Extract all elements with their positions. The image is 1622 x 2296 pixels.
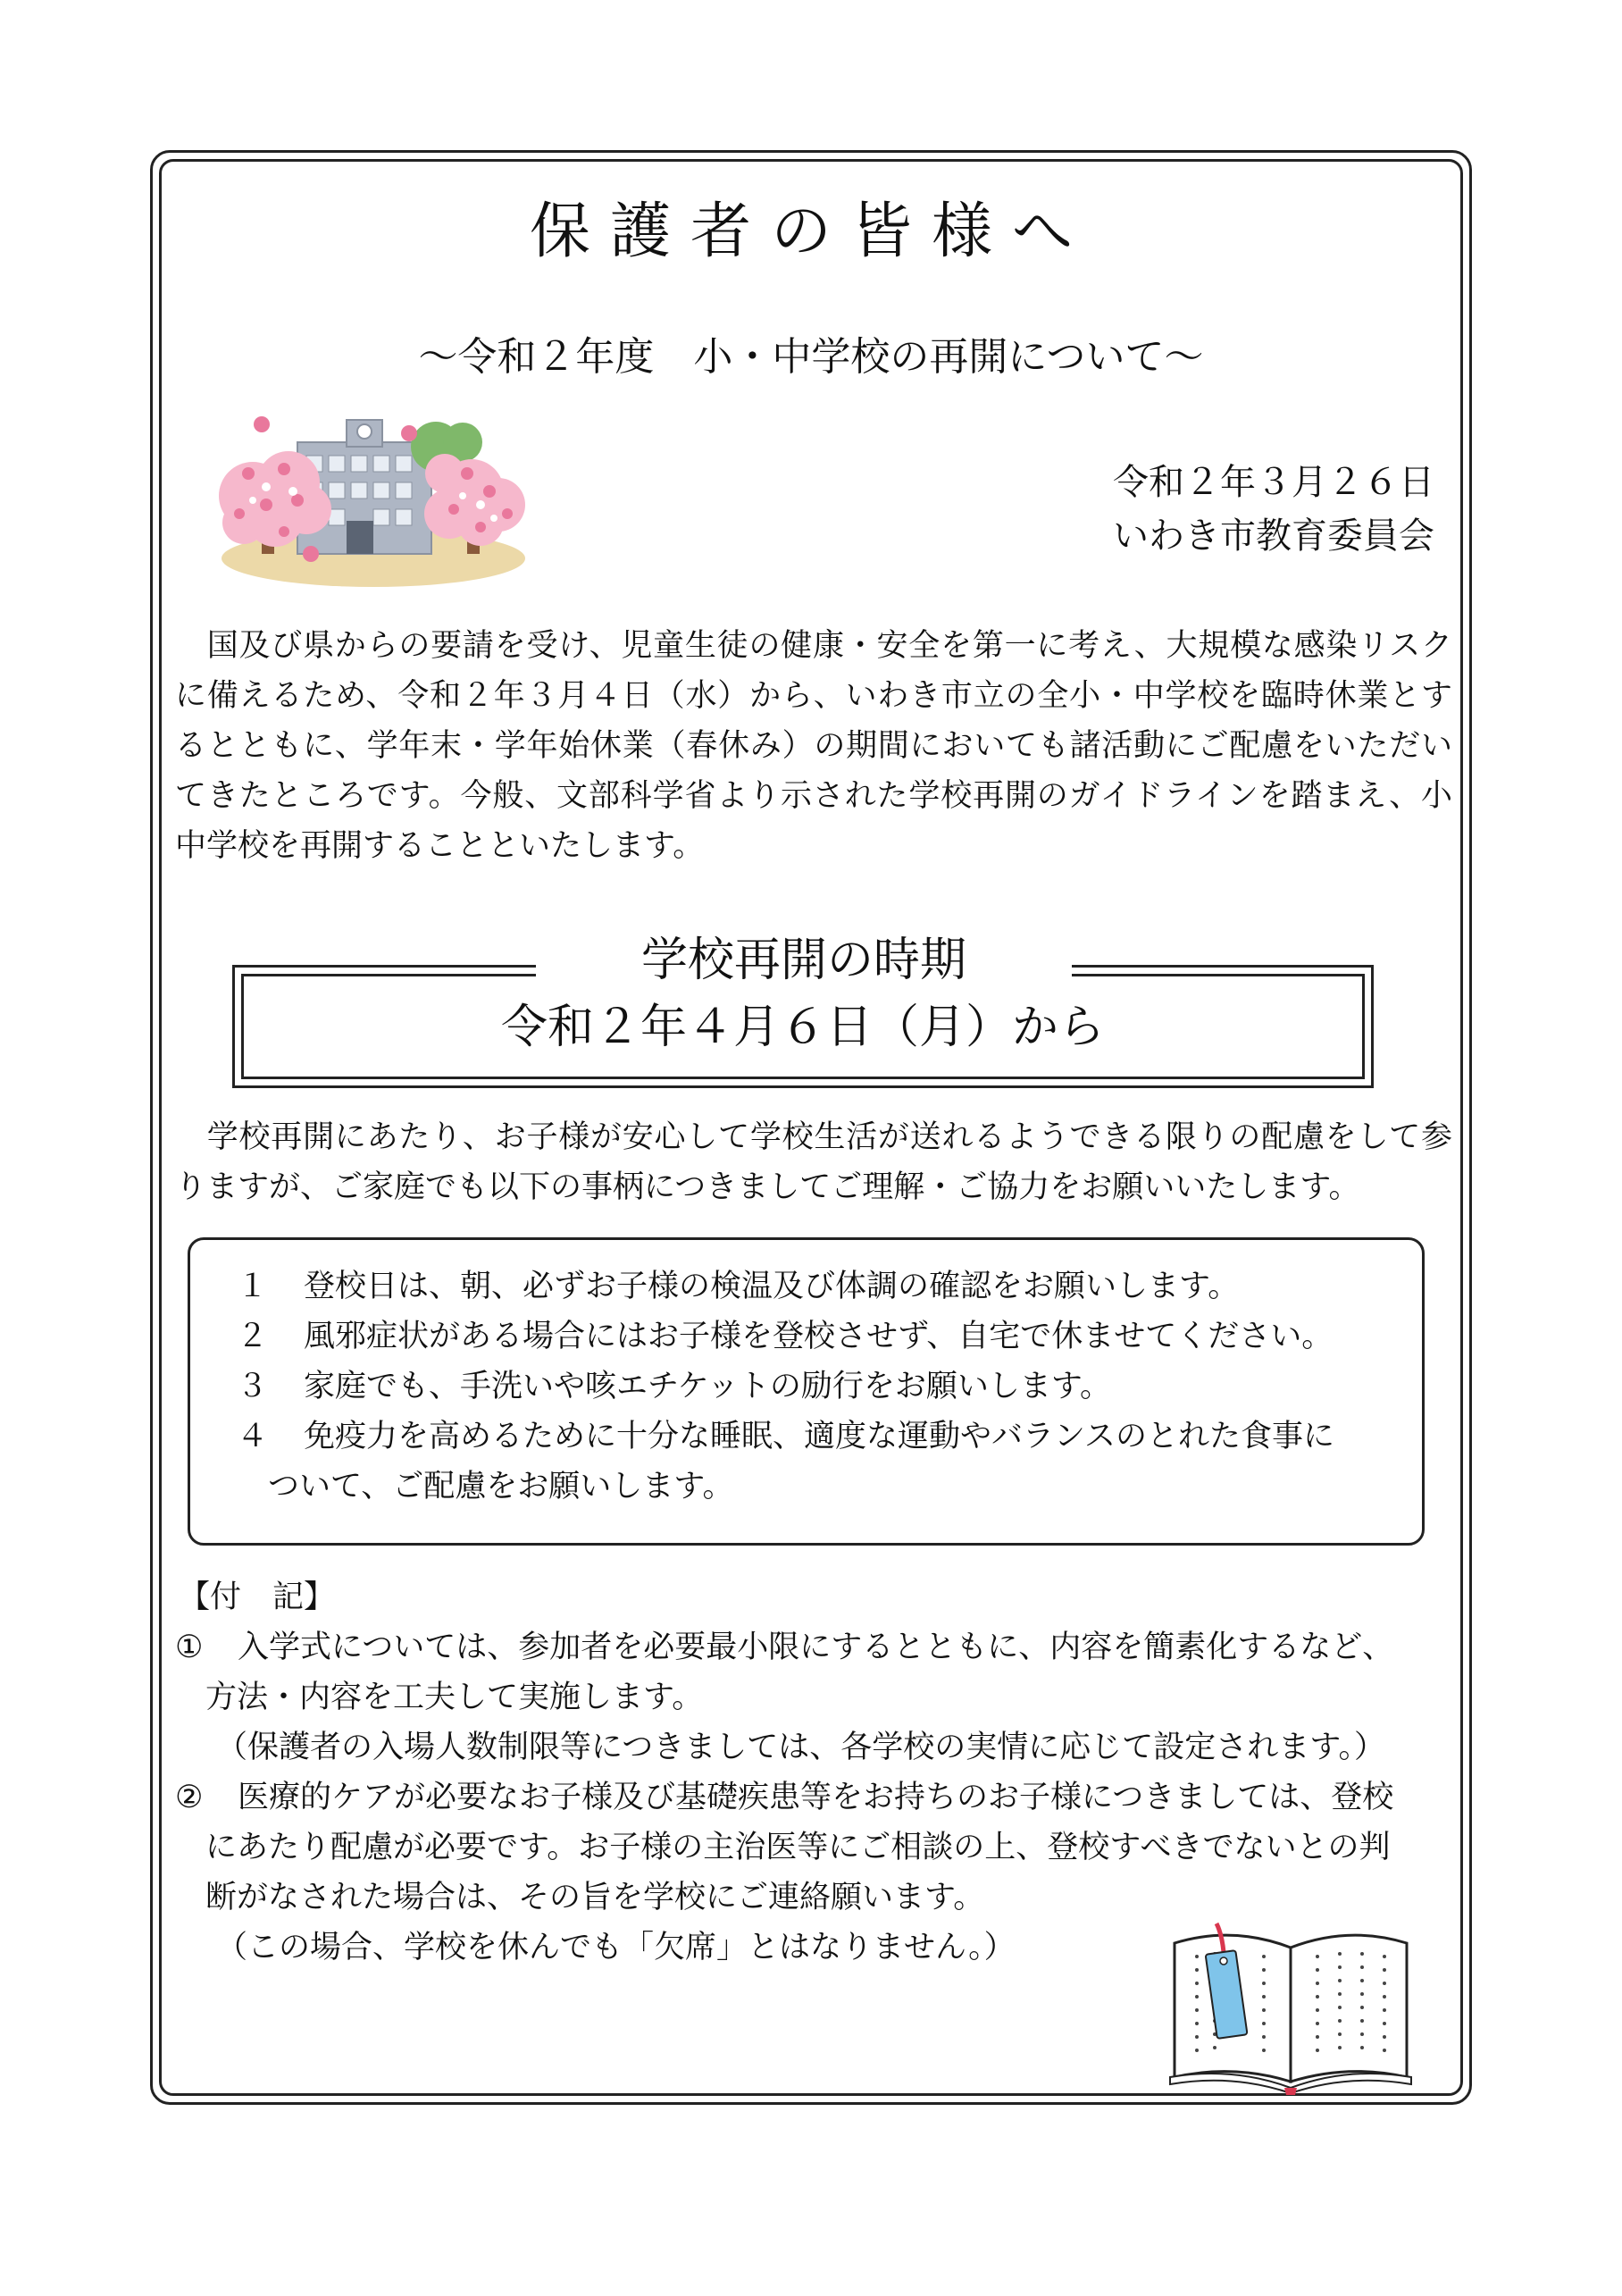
request-text: ついて、ご配慮をお願いします。 (268, 1469, 734, 1504)
note-marker: ② (175, 1780, 204, 1815)
page-subtitle: ～令和２年度 小・中学校の再開について～ (418, 334, 1204, 380)
appendix-title: 【付 記】 (179, 1580, 336, 1615)
appendix-note (175, 1622, 1452, 1772)
request-text: 風邪症状がある場合にはお子様を登校させず、自宅で休ませてください。 (304, 1319, 1334, 1354)
request-text: 免疫力を高めるために十分な睡眠、適度な運動やバランスのとれた食事に (304, 1419, 1334, 1454)
request-item (237, 1261, 1398, 1311)
issue-info (1113, 456, 1434, 563)
issuer-name: いわき市教育委員会 (1113, 515, 1434, 557)
note-marker: ① (175, 1630, 204, 1665)
period-title: 学校再開の時期 (536, 929, 1072, 992)
note-line: にあたり配慮が必要です。お子様の主治医等にご相談の上、登校すべきでないとの判 (205, 1830, 1391, 1865)
note-line: 医療的ケアが必要なお子様及び基礎疾患等をお持ちのお子様につきましては、登校 (238, 1780, 1394, 1815)
note-sub: （この場合、学校を休んでも「欠席」とはなりません。） (216, 1930, 1016, 1965)
request-number: ３ (237, 1369, 269, 1404)
school-cherry-blossom-icon (213, 406, 534, 590)
open-book-bookmark-icon (1161, 1916, 1420, 2095)
request-text: 登校日は、朝、必ずお子様の検温及び体調の確認をお願いします。 (304, 1269, 1240, 1304)
note-line: 方法・内容を工夫して実施します。 (205, 1680, 704, 1715)
request-item (237, 1412, 1398, 1462)
note-line: 入学式については、参加者を必要最小限にするとともに、内容を簡素化するなど、 (238, 1630, 1394, 1665)
note-line: 断がなされた場合は、その旨を学校にご連絡願います。 (205, 1880, 985, 1915)
request-item (237, 1362, 1398, 1412)
issue-date: 令和２年３月２６日 (1113, 462, 1434, 503)
note-sub: （保護者の入場人数制限等につきましては、各学校の実情に応じて設定されます。） (216, 1730, 1386, 1765)
page-title: 保護者の皆様へ (529, 197, 1092, 267)
intro-paragraph: 国及び県からの要請を受け、児童生徒の健康・安全を第一に考え、大規模な感染リスクに備えるため、令和２年３月４日（水）から、いわき市立の全小・中学校を臨時休業とするとともに、学年末・学年始休業（春休み）の期間においても諸活動にご配慮をいただいてきたところです。今般、文部科学省より示された学校再開のガイドラインを踏まえ、小中学校を再開することといたします。 (175, 628, 1452, 864)
request-item (237, 1311, 1398, 1362)
request-number: ４ (237, 1419, 269, 1454)
request-number: １ (237, 1269, 269, 1304)
period-date: 令和２年４月６日（月）から (500, 1001, 1105, 1054)
request-intro-paragraph: 学校再開にあたり、お子様が安心して学校生活が送れるようできる限りの配慮をして参りますが、ご家庭でも以下の事柄につきましてご理解・ご協力をお願いいたします。 (175, 1119, 1452, 1205)
request-item-continuation (268, 1462, 1429, 1512)
request-text: 家庭でも、手洗いや咳エチケットの励行をお願いします。 (304, 1369, 1112, 1404)
request-number: ２ (237, 1319, 269, 1354)
